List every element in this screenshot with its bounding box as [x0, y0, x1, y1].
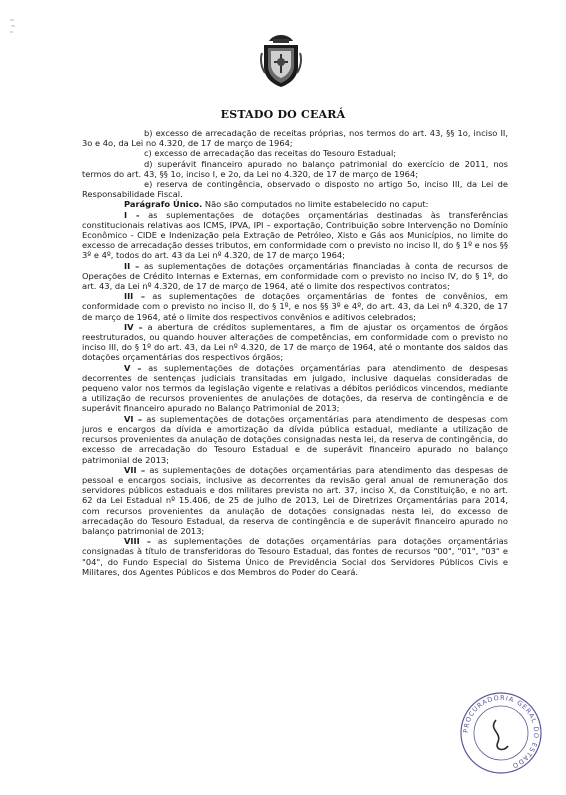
clause-paragraph: e) reserva de contingência, observado o disposto no artigo 5o, inciso III, da Lei de Responsabilidade Fiscal.: [82, 179, 508, 200]
state-coat-of-arms-icon: [259, 33, 303, 89]
clause-paragraph: II – as suplementações de dotações orçamentárias financiadas à conta de recursos de Operações de Crédito Internas e Externas, em conformidade com o previsto no inciso IV, do § 1º, do art. 43, da Lei nº 4.320, de 17 de março de 1964, até o limite dos respectivos contratos;: [82, 260, 509, 292]
clause-paragraph: VIII – as suplementações de dotações orçamentárias para dotações orçamentárias consignadas à título de transferidoras do Tesouro Estadual, das fontes de recursos "00", "01", "03" e "04", do Fundo Especial do Sistema Único de Previdência Social dos Servidores Públicos Civis e Militares, dos Agentes Públicos e dos Membros do Poder do Ceará.: [82, 536, 508, 577]
clause-paragraph: VI – as suplementações de dotações orçamentárias para atendimento de despesas com juros e encargos da dívida e amortização da dívida pública estadual, mediante a utilização de recursos provenientes da anulação de dotações consignadas nesta lei, da reserva de contingência, do excesso de arrecadação do Tesouro Estadual e de superávit financeiro apurado no balanço patrimonial de 2013;: [82, 413, 508, 465]
clause-paragraph: b) excesso de arrecadação de receitas próprias, nos termos do art. 43, §§ 1o, inciso II, 3o e 4o, da Lei no 4.320, de 17 de março de 1964;: [82, 128, 508, 149]
clause-paragraph: V – as suplementações de dotações orçamentárias para atendimento de despesas decorrentes de sentenças judiciais transitadas em julgado, inclusive daquelas consideradas de pequeno valor nos termos da legislação vigente e relativas a débitos periódicos vincendos, mediante a utilização de recursos provenientes de anulações de dotações, da reserva de contingência e de superávit financeiro apurado no Balanço Patrimonial de 2013;: [82, 362, 508, 414]
scan-edge-mark: [8, 18, 18, 48]
page-header-title: ESTADO DO CEARÁ: [220, 108, 346, 121]
document-body: [82, 128, 508, 577]
sole-paragraph: Parágrafo Único. Não são computados no limite estabelecido no caput:: [124, 199, 429, 210]
clause-paragraph: I - as suplementações de dotações orçamentárias destinadas às transferências constitucionais relativas aos ICMS, IPVA, IPI – exportação, Contribuição sobre Intervenção no Domínio Econômico - CIDE e Indenização pela Extração de Petróleo, Xisto e Gás aos Municípios, no limite do excesso de arrecadação desses tributos, em conformidade com o previsto no inciso II, do § 1º e nos §§ 3º e 4º, todos do art. 43 da Lei nº 4.320, de 17 de março 1964;: [82, 209, 508, 261]
clause-paragraph: III – as suplementações de dotações orçamentárias de fontes de convênios, em conformidade com o previsto no inciso II, do § 1º, e nos §§ 3º e 4º, do art. 43, da Lei nº 4.320, de 17 de março de 1964, até o limite dos respectivos convênios e aditivos celebrados;: [82, 291, 508, 322]
clause-paragraph: d) superávit financeiro apurado no balanço patrimonial do exercício de 2011, nos termos do art. 43, §§ 1o, inciso I, e 2o, da Lei no 4.320, de 17 de março de 1964;: [82, 158, 508, 179]
clause-paragraph: VII – as suplementações de dotações orçamentárias para atendimento das despesas de pessoal e encargos sociais, inclusive as decorrentes da revisão geral anual de remuneração dos servidores públicos estaduais e dos militares prevista no art. 37, inciso X, da Constituição, e no art. 62 da Lei Estadual nº 15.406, de 25 de julho de 2013, Lei de Diretrizes Orçamentárias para 2014, com recursos provenientes da anulação de dotações consignadas nesta lei, do excesso de arrecadação do Tesouro Estadual, da reserva de contingência e de superávit financeiro apurado no balanço patrimonial de 2013;: [82, 464, 509, 536]
official-stamp-seal: [458, 690, 544, 776]
clause-paragraph: IV – a abertura de créditos suplementares, a fim de ajustar os orçamentos de órgãos reestruturados, ou quando houver alterações de competências, em conformidade com o previsto no inciso III, do § 1º do art. 43, da Lei nº 4.320, de 17 de março de 1964, até o montante dos saldos das dotações orçamentárias dos respectivos órgãos;: [82, 321, 508, 363]
svg-text:PROCURADORIA GERAL DO ESTADO: PROCURADORIA GERAL DO ESTADO: [461, 693, 541, 771]
clause-paragraph: c) excesso de arrecadação das receitas do Tesouro Estadual;: [144, 148, 397, 159]
